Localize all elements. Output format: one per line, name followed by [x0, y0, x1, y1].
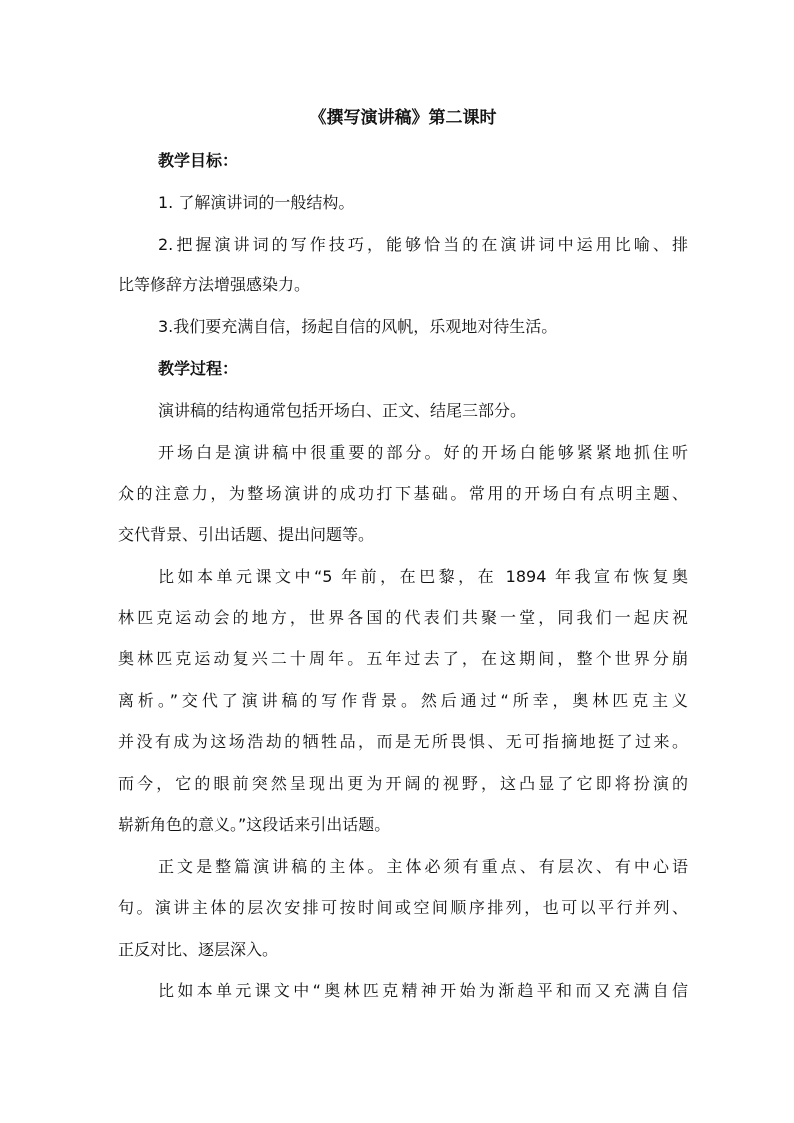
- paragraph-line-2: 开场白是演讲稿中很重要的部分。好的开场白能够紧紧地抓住听: [158, 443, 688, 462]
- paragraph-line-6: 林匹克运动会的地方，世界各国的代表们共聚一堂，同我们一起庆祝: [118, 608, 688, 627]
- paragraph-line-11: 崭新角色的意义。”这段话来引出话题。: [118, 815, 391, 834]
- paragraph-line-15: 比如本单元课文中“奥林匹克精神开始为渐趋平和而又充满自信: [158, 981, 688, 1000]
- document-title: 《撰写演讲稿》第二课时: [309, 108, 497, 128]
- paragraph-line-9: 并没有成为这场浩劫的牺牲品，而是无所畏惧、无可指摘地挺了过来。: [118, 732, 688, 751]
- paragraph-line-3: 众的注意力，为整场演讲的成功打下基础。常用的开场白有点明主题、: [118, 484, 688, 503]
- objective-item-2-line-2: 比等修辞方法增强感染力。: [118, 275, 311, 294]
- objective-item-2-line-1: 2.把握演讲词的写作技巧，能够恰当的在演讲词中运用比喻、排: [158, 235, 688, 254]
- paragraph-line-13: 句。演讲主体的层次安排可按时间或空间顺序排列，也可以平行并列、: [118, 898, 688, 917]
- paragraph-line-14: 正反对比、逐层深入。: [118, 940, 279, 959]
- objective-item-3: 3.我们要充满自信，扬起自信的风帆，乐观地对待生活。: [158, 317, 558, 336]
- paragraph-line-8: 离析。”交代了演讲稿的写作背景。然后通过“所幸，奥林匹克主义: [118, 691, 688, 710]
- paragraph-line-4: 交代背景、引出话题、提出问题等。: [118, 525, 375, 544]
- paragraph-line-10: 而今，它的眼前突然呈现出更为开阔的视野，这凸显了它即将扮演的: [118, 774, 688, 793]
- paragraph-line-7: 奥林匹克运动复兴二十周年。五年过去了，在这期间，整个世界分崩: [118, 649, 688, 668]
- paragraph-line-1: 演讲稿的结构通常包括开场白、正文、结尾三部分。: [158, 401, 527, 420]
- objective-item-1: 1. 了解演讲词的一般结构。: [158, 193, 355, 212]
- paragraph-line-5: 比如本单元课文中“5 年前，在巴黎，在 1894 年我宣布恢复奥: [158, 567, 688, 586]
- paragraph-line-12: 正文是整篇演讲稿的主体。主体必须有重点、有层次、有中心语: [158, 857, 688, 876]
- process-heading: 教学过程：: [158, 359, 239, 378]
- objectives-heading: 教学目标：: [158, 151, 239, 170]
